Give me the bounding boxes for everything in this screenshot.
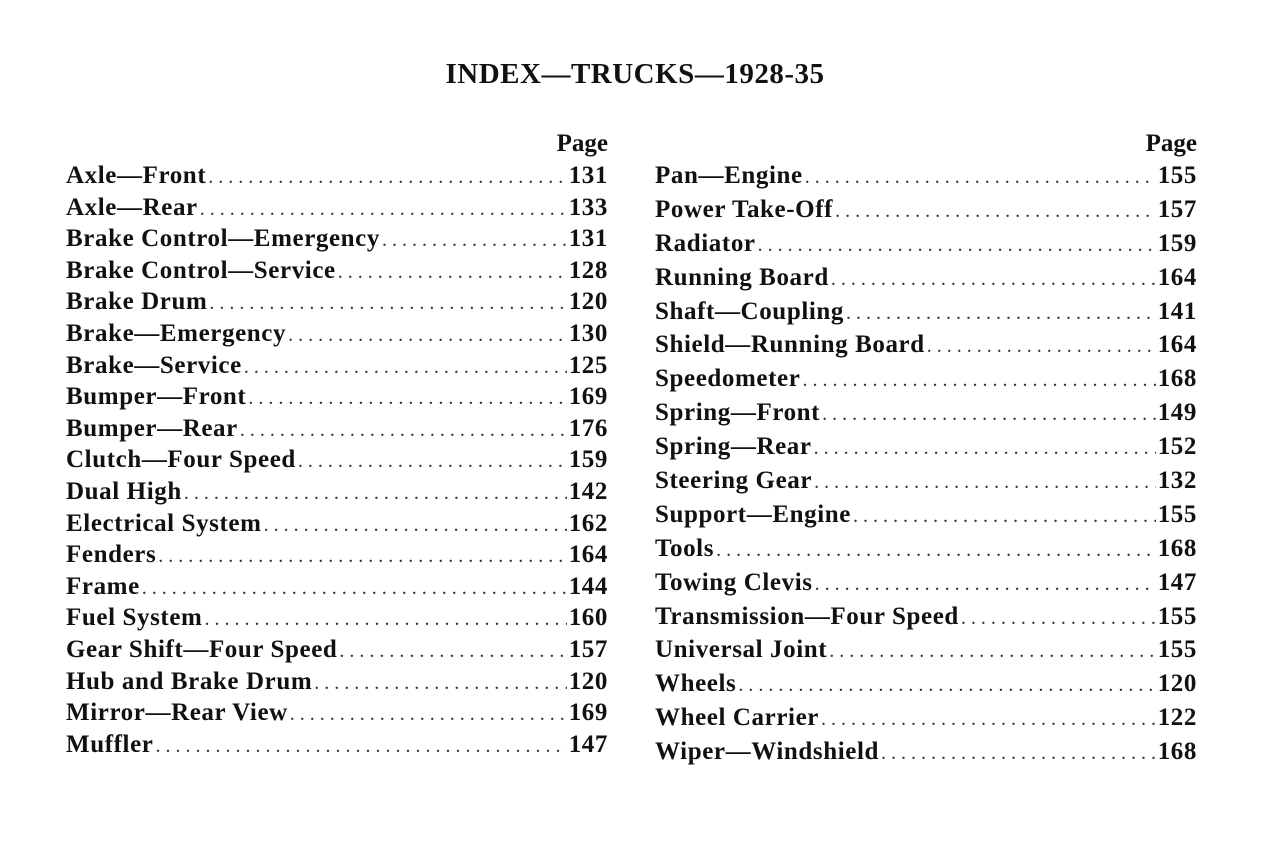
index-list: [655, 160, 1197, 770]
entry-label: Radiator: [655, 229, 756, 257]
page-title: INDEX—TRUCKS—1928-35: [445, 58, 825, 90]
index-entry: [655, 702, 1197, 736]
entry-label: Support—Engine: [655, 500, 851, 528]
entry-page-number: 120: [1157, 670, 1197, 698]
entry-label: Clutch—Four Speed: [66, 446, 296, 474]
index-entry: [66, 508, 608, 540]
entry-label: Frame: [66, 572, 140, 600]
dot-leader: [248, 383, 566, 414]
index-entry: [66, 255, 608, 287]
dot-leader: [156, 731, 567, 762]
index-entry: [655, 194, 1197, 228]
entry-page-number: 159: [1157, 229, 1197, 257]
entry-page-number: 122: [1157, 704, 1197, 732]
entry-page-number: 155: [1157, 602, 1197, 630]
entry-label: Mirror—Rear View: [66, 699, 288, 727]
entry-page-number: 128: [568, 256, 608, 284]
index-entry: [66, 666, 608, 698]
index-entry: [66, 223, 608, 255]
entry-label: Speedometer: [655, 365, 801, 393]
dot-leader: [184, 478, 567, 509]
index-entry: [655, 160, 1197, 194]
entry-label: Axle—Front: [66, 162, 207, 189]
entry-label: Pan—Engine: [655, 162, 803, 189]
entry-label: Gear Shift—Four Speed: [66, 635, 338, 663]
dot-leader: [829, 636, 1155, 667]
dot-leader: [204, 604, 566, 635]
index-entry: [655, 228, 1197, 262]
entry-page-number: 169: [568, 383, 608, 411]
entry-label: Shaft—Coupling: [655, 297, 845, 325]
index-entry: [66, 413, 608, 445]
entry-label: Running Board: [655, 263, 829, 291]
index-entry: [66, 697, 608, 729]
dot-leader: [881, 738, 1156, 769]
index-column-left: [66, 128, 608, 760]
entry-label: Muffler: [66, 730, 154, 758]
entry-label: Spring—Front: [655, 399, 821, 427]
dot-leader: [831, 264, 1156, 295]
entry-label: Power Take-Off: [655, 195, 834, 223]
dot-leader: [298, 446, 567, 477]
entry-page-number: 147: [1157, 568, 1197, 596]
entry-page-number: 164: [1157, 263, 1197, 291]
dot-leader: [805, 162, 1156, 193]
dot-leader: [927, 331, 1156, 362]
entry-page-number: 168: [1157, 365, 1197, 393]
dot-leader: [814, 433, 1156, 464]
entry-label: Brake Drum: [66, 288, 208, 316]
index-entry: [655, 668, 1197, 702]
entry-page-number: 125: [568, 351, 608, 379]
index-entry: [655, 601, 1197, 635]
dot-leader: [814, 467, 1156, 498]
dot-leader: [835, 196, 1156, 227]
entry-label: Hub and Brake Drum: [66, 667, 313, 695]
dot-leader: [314, 668, 566, 699]
index-column-right: [655, 128, 1197, 770]
entry-page-number: 168: [1157, 534, 1197, 562]
dot-leader: [290, 699, 567, 730]
entry-page-number: 120: [568, 288, 608, 316]
entry-label: Wheel Carrier: [655, 704, 819, 732]
entry-page-number: 141: [1157, 297, 1197, 325]
entry-page-number: 164: [1157, 331, 1197, 359]
dot-leader: [846, 298, 1156, 329]
entry-label: Wiper—Windshield: [655, 738, 880, 766]
dot-leader: [853, 501, 1156, 532]
dot-leader: [142, 573, 567, 604]
dot-leader: [339, 636, 566, 667]
index-entry: [66, 286, 608, 318]
entry-label: Bumper—Front: [66, 383, 247, 411]
dot-leader: [815, 569, 1156, 600]
dot-leader: [264, 510, 567, 541]
dot-leader: [209, 288, 566, 319]
index-entry: [66, 350, 608, 382]
entry-label: Towing Clevis: [655, 568, 813, 596]
entry-page-number: 159: [568, 446, 608, 474]
entry-page-number: 155: [1157, 636, 1197, 664]
dot-leader: [208, 162, 566, 193]
index-entry: [66, 476, 608, 508]
index-entry: [655, 465, 1197, 499]
dot-leader: [821, 704, 1156, 735]
dot-leader: [758, 230, 1156, 261]
entry-label: Dual High: [66, 477, 182, 505]
entry-label: Bumper—Rear: [66, 414, 238, 442]
entry-label: Wheels: [655, 670, 737, 698]
entry-page-number: 132: [1157, 467, 1197, 495]
entry-label: Brake Control—Emergency: [66, 225, 380, 253]
dot-leader: [802, 365, 1155, 396]
index-list: [66, 160, 608, 760]
index-entry: [66, 318, 608, 350]
entry-label: Fuel System: [66, 604, 203, 632]
index-entry: [655, 397, 1197, 431]
index-entry: [655, 533, 1197, 567]
entry-page-number: 160: [568, 604, 608, 632]
dot-leader: [822, 399, 1156, 430]
index-entry: [655, 499, 1197, 533]
entry-page-number: 149: [1157, 399, 1197, 427]
entry-label: Electrical System: [66, 509, 262, 537]
dot-leader: [288, 320, 567, 351]
index-entry: [66, 729, 608, 761]
index-entry: [655, 736, 1197, 770]
dot-leader: [716, 535, 1156, 566]
entry-label: Spring—Rear: [655, 433, 812, 461]
dot-leader: [200, 194, 567, 225]
entry-page-number: 131: [568, 162, 608, 189]
dot-leader: [240, 415, 567, 446]
entry-page-number: 130: [568, 319, 608, 347]
entry-page-number: 157: [568, 635, 608, 663]
index-entry: [655, 363, 1197, 397]
index-entry: [66, 634, 608, 666]
dot-leader: [961, 603, 1156, 634]
index-entry: [66, 602, 608, 634]
entry-page-number: 131: [568, 225, 608, 253]
entry-page-number: 144: [568, 572, 608, 600]
index-entry: [655, 262, 1197, 296]
index-entry: [655, 329, 1197, 363]
entry-label: Axle—Rear: [66, 193, 198, 221]
dot-leader: [244, 352, 567, 383]
entry-page-number: 152: [1157, 433, 1197, 461]
entry-label: Brake—Emergency: [66, 319, 287, 347]
index-entry: [66, 571, 608, 603]
entry-label: Brake Control—Service: [66, 256, 336, 284]
entry-label: Shield—Running Board: [655, 331, 925, 359]
page-column-header: Page: [1145, 130, 1197, 157]
entry-page-number: 169: [568, 699, 608, 727]
entry-page-number: 147: [568, 730, 608, 758]
entry-page-number: 120: [568, 667, 608, 695]
index-entry: [66, 160, 608, 192]
entry-label: Fenders: [66, 541, 157, 569]
index-entry: [66, 381, 608, 413]
dot-leader: [158, 541, 566, 572]
entry-page-number: 164: [568, 541, 608, 569]
entry-label: Steering Gear: [655, 467, 813, 495]
index-entry: [66, 192, 608, 224]
entry-page-number: 155: [1157, 162, 1197, 189]
entry-page-number: 155: [1157, 500, 1197, 528]
index-entry: [655, 296, 1197, 330]
entry-label: Universal Joint: [655, 636, 828, 664]
entry-page-number: 142: [568, 477, 608, 505]
index-entry: [655, 431, 1197, 465]
entry-page-number: 176: [568, 414, 608, 442]
dot-leader: [338, 257, 567, 288]
entry-label: Tools: [655, 534, 715, 562]
entry-page-number: 168: [1157, 738, 1197, 766]
dot-leader: [738, 670, 1155, 701]
dot-leader: [382, 225, 567, 256]
index-entry: [655, 567, 1197, 601]
entry-page-number: 162: [568, 509, 608, 537]
entry-label: Transmission—Four Speed: [655, 602, 959, 630]
index-entry: [66, 444, 608, 476]
entry-label: Brake—Service: [66, 351, 242, 379]
page-column-header: Page: [556, 130, 608, 157]
index-entry: [66, 539, 608, 571]
index-entry: [655, 634, 1197, 668]
entry-page-number: 133: [568, 193, 608, 221]
entry-page-number: 157: [1157, 195, 1197, 223]
